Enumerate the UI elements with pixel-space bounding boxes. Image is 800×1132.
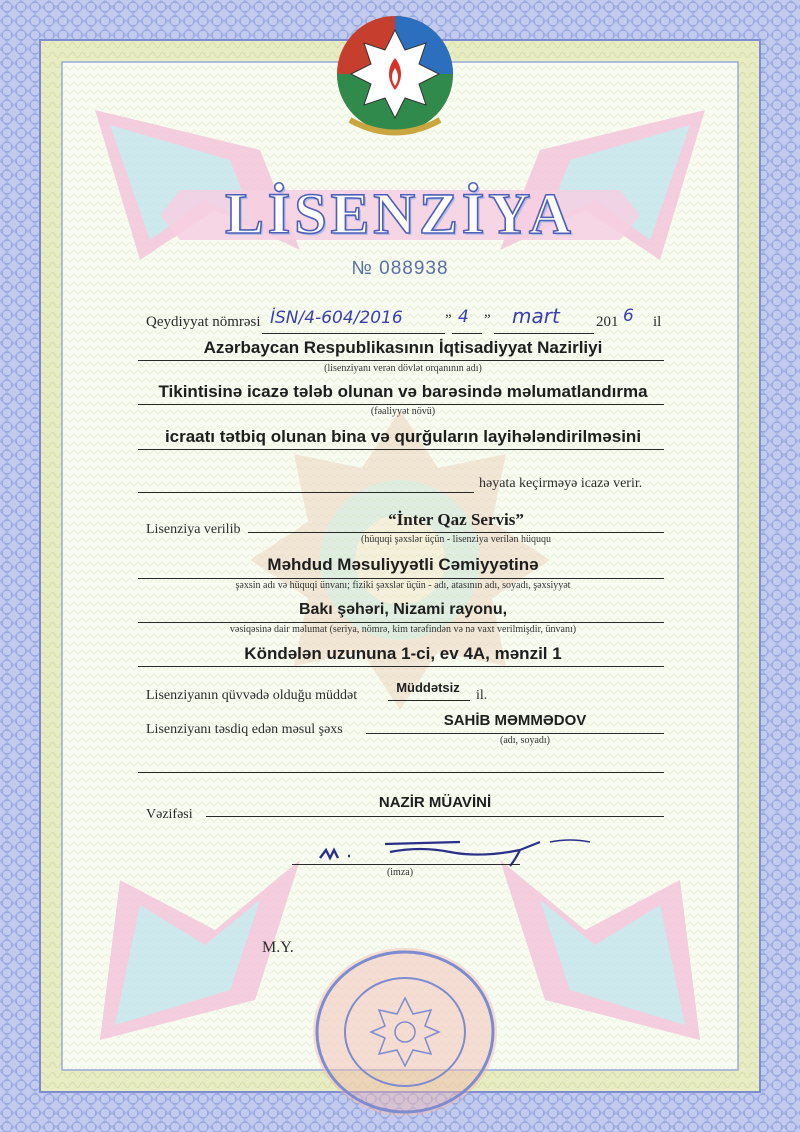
official-stamp-icon — [305, 940, 505, 1120]
recipient-label: Lisenziya verilib — [146, 522, 241, 537]
responsible-label: Lisenziyanı təsdiq edən məsul şəxs — [146, 722, 343, 737]
responsible-name: SAHİB MƏMMƏDOV — [443, 712, 587, 729]
activity-caption: (fəaliyyət növü) — [370, 406, 436, 417]
registration-month: mart — [512, 304, 560, 328]
recipient-address-2-line — [138, 666, 664, 667]
activity-line-2-rule — [138, 449, 664, 450]
license-number: № 088938 — [351, 258, 449, 279]
recipient-address-1-line — [138, 622, 664, 623]
recipient-caption-2: şəxsin adı və hüquqi ünvanı; fiziki şəxslər üçün - adı, atasının adı, soyadı, şəxsiyyət — [235, 580, 571, 591]
state-emblem-icon — [330, 10, 460, 145]
activity-line-1: Tikintisinə icazə tələb olunan və barəsində məlumatlandırma — [158, 382, 648, 401]
recipient-address-2: Köndələn uzununa 1-ci, ev 4A, mənzil 1 — [244, 644, 562, 663]
recipient-name: “İnter Qaz Servis” — [388, 510, 524, 529]
responsible-caption: (adı, soyadı) — [500, 735, 550, 746]
registration-label: Qeydiyyat nömrəsi — [146, 314, 261, 330]
recipient-form-line — [138, 578, 664, 579]
day-line — [452, 333, 482, 334]
month-line — [494, 333, 594, 334]
responsible-line — [366, 733, 664, 734]
validity-value: Müddətsiz — [396, 680, 460, 695]
activity-line-2: icraatı tətbiq olunan bina və qurğuların layihələndirilməsini — [164, 427, 642, 446]
registration-year-prefix: 201 — [596, 314, 619, 330]
issuer-name: Azərbaycan Respublikasının İqtisadiyyat Nazirliyi — [203, 338, 603, 357]
permission-blank-line — [138, 492, 474, 493]
validity-line — [388, 700, 470, 701]
permission-text: həyata keçirməyə icazə verir. — [479, 476, 643, 491]
signature-line — [292, 864, 520, 865]
registration-il: il — [653, 314, 662, 330]
recipient-name-line — [248, 532, 664, 533]
recipient-caption-3: vəsiqəsinə dair məlumat (seriya, nömrə, kim tərəfindən və nə vaxt verilmişdir, ünvanı) — [229, 624, 577, 635]
position-label: Vəzifəsi — [146, 807, 193, 822]
document-title: LİSENZİYA — [225, 181, 575, 246]
quote-open: ” — [445, 312, 452, 328]
registration-day: 4 — [458, 307, 469, 327]
blank-line — [138, 772, 664, 773]
registration-number: İSN/4-604/2016 — [270, 308, 403, 328]
signature-caption: (imza) — [386, 867, 414, 878]
seal-label: M.Y. — [262, 939, 294, 956]
recipient-form: Məhdud Məsuliyyətli Cəmiyyətinə — [267, 555, 539, 574]
validity-label: Lisenziyanın qüvvədə olduğu müddət — [146, 688, 358, 703]
activity-line-1-rule — [138, 404, 664, 405]
signature-mark — [310, 828, 600, 868]
quote-close: ” — [484, 312, 491, 328]
issuer-line — [138, 360, 664, 361]
registration-number-line — [262, 333, 445, 334]
registration-year-suffix: 6 — [623, 306, 634, 326]
validity-suffix: il. — [476, 688, 488, 703]
position-line — [206, 816, 664, 817]
issuer-caption: (lisenziyanı verən dövlət orqanının adı) — [324, 363, 482, 374]
recipient-caption-1: (hüquqi şəxslər üçün - lisenziya verilən hüququ — [361, 534, 551, 545]
position-value: NAZİR MÜAVİNİ — [378, 794, 492, 811]
recipient-address-1: Bakı şəhəri, Nizami rayonu, — [298, 601, 508, 618]
